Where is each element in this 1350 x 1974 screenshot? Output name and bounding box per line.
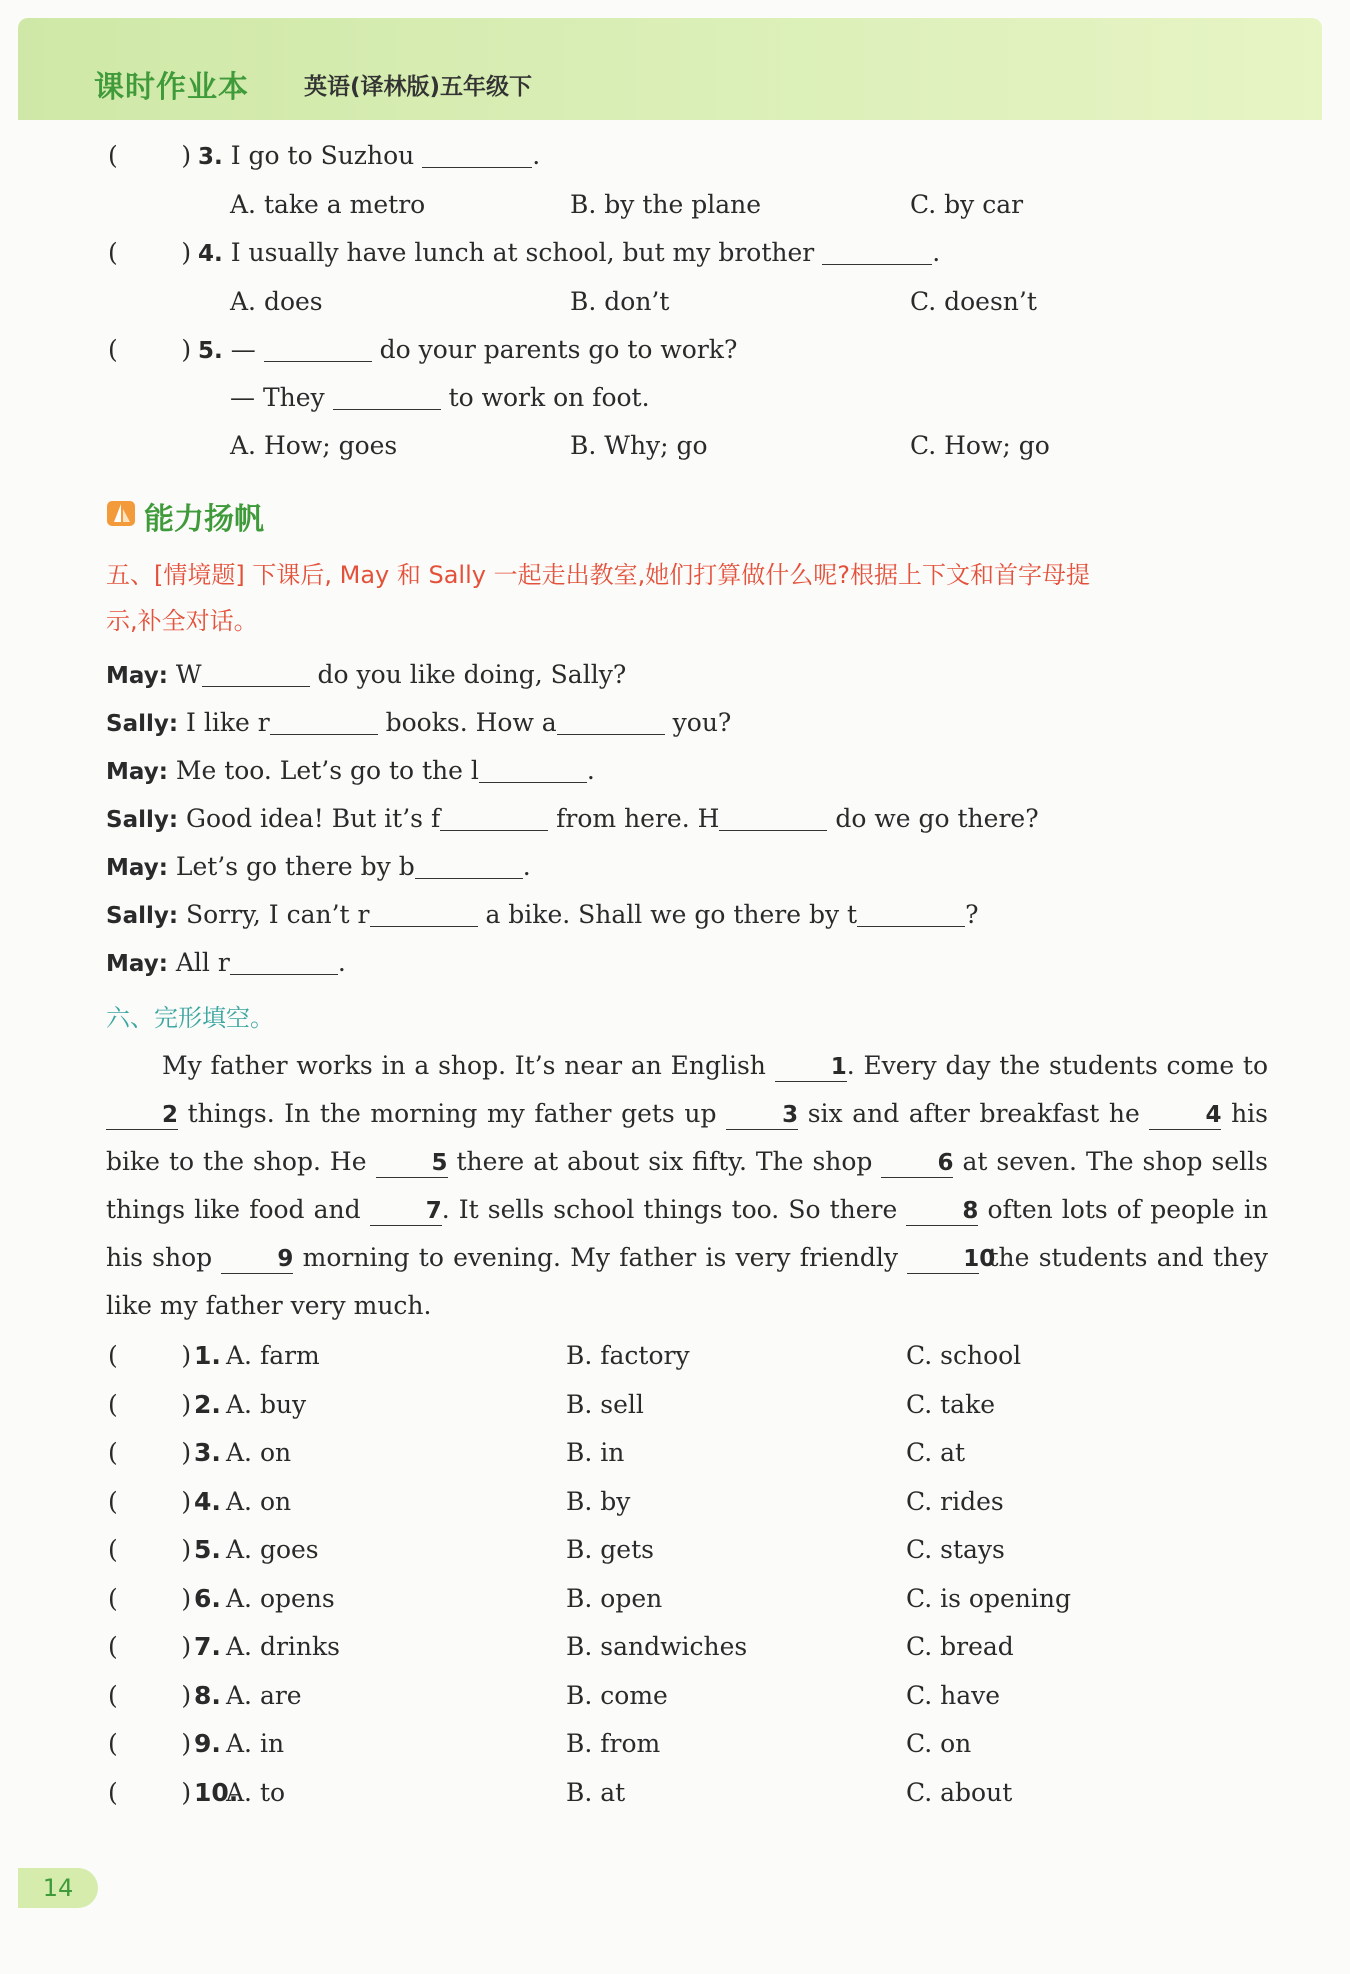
option-a: A. How; goes xyxy=(230,431,398,460)
cloze-blank[interactable]: 3 xyxy=(726,1101,798,1130)
question-text: I go to Suzhou xyxy=(230,141,415,170)
book-brand: 课时作业本 xyxy=(94,70,249,105)
speaker: Sally: xyxy=(106,903,179,929)
option-a: A. are xyxy=(226,1680,302,1710)
question-number: 5. xyxy=(194,1535,221,1564)
answer-blank[interactable] xyxy=(857,902,965,927)
dialogue-line: May: Me too. Let’s go to the l . xyxy=(106,756,595,785)
part5-instruction-2: 示,补全对话。 xyxy=(106,607,258,635)
answer-paren[interactable]: ( ) xyxy=(108,1680,192,1710)
option-c: C. on xyxy=(906,1729,972,1758)
question-text: I usually have lunch at school, but my brother xyxy=(230,238,815,267)
option-b: B. at xyxy=(566,1777,626,1807)
option-b: B. sell xyxy=(566,1389,644,1419)
question-number: 8. xyxy=(194,1680,221,1710)
cloze-blank[interactable]: 7 xyxy=(370,1197,442,1226)
option-a: A. take a metro xyxy=(230,190,426,219)
question-number: 4. xyxy=(198,241,223,267)
dialogue-line: Sally: I like r books. How a you? xyxy=(106,708,732,737)
question-number: 7. xyxy=(194,1632,221,1661)
option-b: B. in xyxy=(566,1438,625,1467)
answer-paren[interactable]: ( ) xyxy=(108,1341,192,1370)
option-b: B. sandwiches xyxy=(566,1632,748,1661)
cloze-blank[interactable]: 9 xyxy=(221,1245,293,1274)
section-title: 能力扬帆 xyxy=(144,502,264,537)
dialogue-line: May: Let’s go there by b . xyxy=(106,852,531,881)
question-number: 1. xyxy=(194,1341,221,1370)
option-a: A. goes xyxy=(226,1535,319,1564)
dialogue-line: Sally: Good idea! But it’s f from here. H do we go there? xyxy=(106,804,1039,833)
cloze-blank[interactable]: 10 xyxy=(907,1245,979,1274)
option-c: C. about xyxy=(906,1777,1013,1807)
option-c: C. How; go xyxy=(910,431,1050,460)
option-c: C. at xyxy=(906,1438,966,1467)
option-c: C. bread xyxy=(906,1632,1014,1661)
option-c: C. stays xyxy=(906,1535,1005,1564)
answer-paren[interactable]: ( ) xyxy=(108,1486,192,1516)
option-a: A. in xyxy=(226,1729,285,1758)
cloze-blank[interactable]: 8 xyxy=(906,1197,978,1226)
question-number: 5. xyxy=(198,338,223,364)
sail-icon xyxy=(106,498,136,528)
dialogue-line: May: W do you like doing, Sally? xyxy=(106,660,627,689)
option-a: A. opens xyxy=(226,1583,335,1613)
answer-blank[interactable] xyxy=(333,385,441,410)
answer-blank[interactable] xyxy=(230,950,338,975)
page-number: 14 xyxy=(18,1868,98,1908)
option-a: A. to xyxy=(226,1777,286,1807)
answer-paren[interactable]: ( ) xyxy=(108,1438,192,1467)
option-c: C. doesn’t xyxy=(910,287,1037,316)
answer-blank[interactable] xyxy=(264,337,372,362)
book-subject: 英语(译林版)五年级下 xyxy=(304,74,533,100)
part5-instruction-1: 五、[情境题] 下课后, May 和 Sally 一起走出教室,她们打算做什么呢?根据上下文和首字母提 xyxy=(106,561,1090,589)
answer-blank[interactable] xyxy=(270,710,378,735)
speaker: May: xyxy=(106,855,168,881)
option-c: C. take xyxy=(906,1389,996,1419)
option-a: A. on xyxy=(226,1438,292,1467)
option-b: B. Why; go xyxy=(570,431,708,460)
answer-paren[interactable]: ( ) xyxy=(108,1729,192,1758)
question-number: 4. xyxy=(194,1486,221,1516)
cloze-blank[interactable]: 2 xyxy=(106,1101,178,1130)
answer-blank[interactable] xyxy=(719,806,827,831)
dialogue-line: Sally: Sorry, I can’t r a bike. Shall we go there by t ? xyxy=(106,900,979,929)
option-c: C. is opening xyxy=(906,1583,1071,1613)
answer-paren[interactable]: ( ) xyxy=(108,141,192,170)
option-b: B. open xyxy=(566,1583,663,1613)
answer-paren[interactable]: ( ) xyxy=(108,1583,192,1613)
option-c: C. school xyxy=(906,1341,1022,1370)
option-a: A. on xyxy=(226,1486,292,1516)
answer-blank[interactable] xyxy=(422,143,532,168)
cloze-blank[interactable]: 4 xyxy=(1149,1101,1221,1130)
option-b: B. don’t xyxy=(570,287,670,316)
answer-paren[interactable]: ( ) xyxy=(108,335,192,364)
option-c: C. by car xyxy=(910,190,1024,219)
answer-blank[interactable] xyxy=(557,710,665,735)
option-a: A. drinks xyxy=(226,1632,340,1661)
option-a: A. farm xyxy=(226,1341,320,1370)
answer-blank[interactable] xyxy=(822,240,932,265)
speaker: Sally: xyxy=(106,807,179,833)
option-c: C. have xyxy=(906,1680,1001,1710)
question-text: do your parents go to work? xyxy=(379,335,738,364)
speaker: Sally: xyxy=(106,711,179,737)
option-b: B. gets xyxy=(566,1535,654,1564)
question-number: 2. xyxy=(194,1389,221,1419)
option-b: B. by the plane xyxy=(570,190,762,219)
answer-paren[interactable]: ( ) xyxy=(108,1777,192,1807)
option-a: A. does xyxy=(230,287,323,316)
cloze-blank[interactable]: 6 xyxy=(881,1149,953,1178)
option-b: B. from xyxy=(566,1729,661,1758)
answer-blank[interactable] xyxy=(202,662,310,687)
option-b: B. factory xyxy=(566,1341,690,1370)
cloze-blank[interactable]: 1 xyxy=(775,1053,847,1082)
answer-blank[interactable] xyxy=(440,806,548,831)
answer-paren[interactable]: ( ) xyxy=(108,238,192,267)
answer-paren[interactable]: ( ) xyxy=(108,1535,192,1564)
question-number: 3. xyxy=(194,1438,221,1467)
answer-paren[interactable]: ( ) xyxy=(108,1389,192,1419)
answer-paren[interactable]: ( ) xyxy=(108,1632,192,1661)
cloze-blank[interactable]: 5 xyxy=(376,1149,448,1178)
question-number: 9. xyxy=(194,1729,221,1758)
part6-title: 六、完形填空。 xyxy=(106,1004,274,1032)
option-a: A. buy xyxy=(226,1389,307,1419)
question-number: 6. xyxy=(194,1583,221,1613)
speaker: May: xyxy=(106,663,168,689)
question-number: 10. xyxy=(194,1777,239,1807)
speaker: May: xyxy=(106,951,168,977)
answer-blank[interactable] xyxy=(370,902,478,927)
speaker: May: xyxy=(106,759,168,785)
option-b: B. come xyxy=(566,1680,668,1710)
dialogue-line: May: All r . xyxy=(106,948,346,977)
option-c: C. rides xyxy=(906,1486,1004,1516)
option-b: B. by xyxy=(566,1486,631,1516)
cloze-passage: My father works in a shop. It’s near an English 1. Every day the students come to 2 things. In the morning my father gets up 3 six and after breakfast he 4 his bike to the shop. He 5 there at about six fifty. The shop 6 at seven. The shop sells things like food and 7. It sells school things too. So there 8 often lots of people in his shop 9 morning to evening. My father is very friendly 10 the students and they like my father very much. xyxy=(106,1051,1269,1320)
answer-blank[interactable] xyxy=(415,854,523,879)
question-number: 3. xyxy=(198,144,223,170)
answer-blank[interactable] xyxy=(479,758,587,783)
